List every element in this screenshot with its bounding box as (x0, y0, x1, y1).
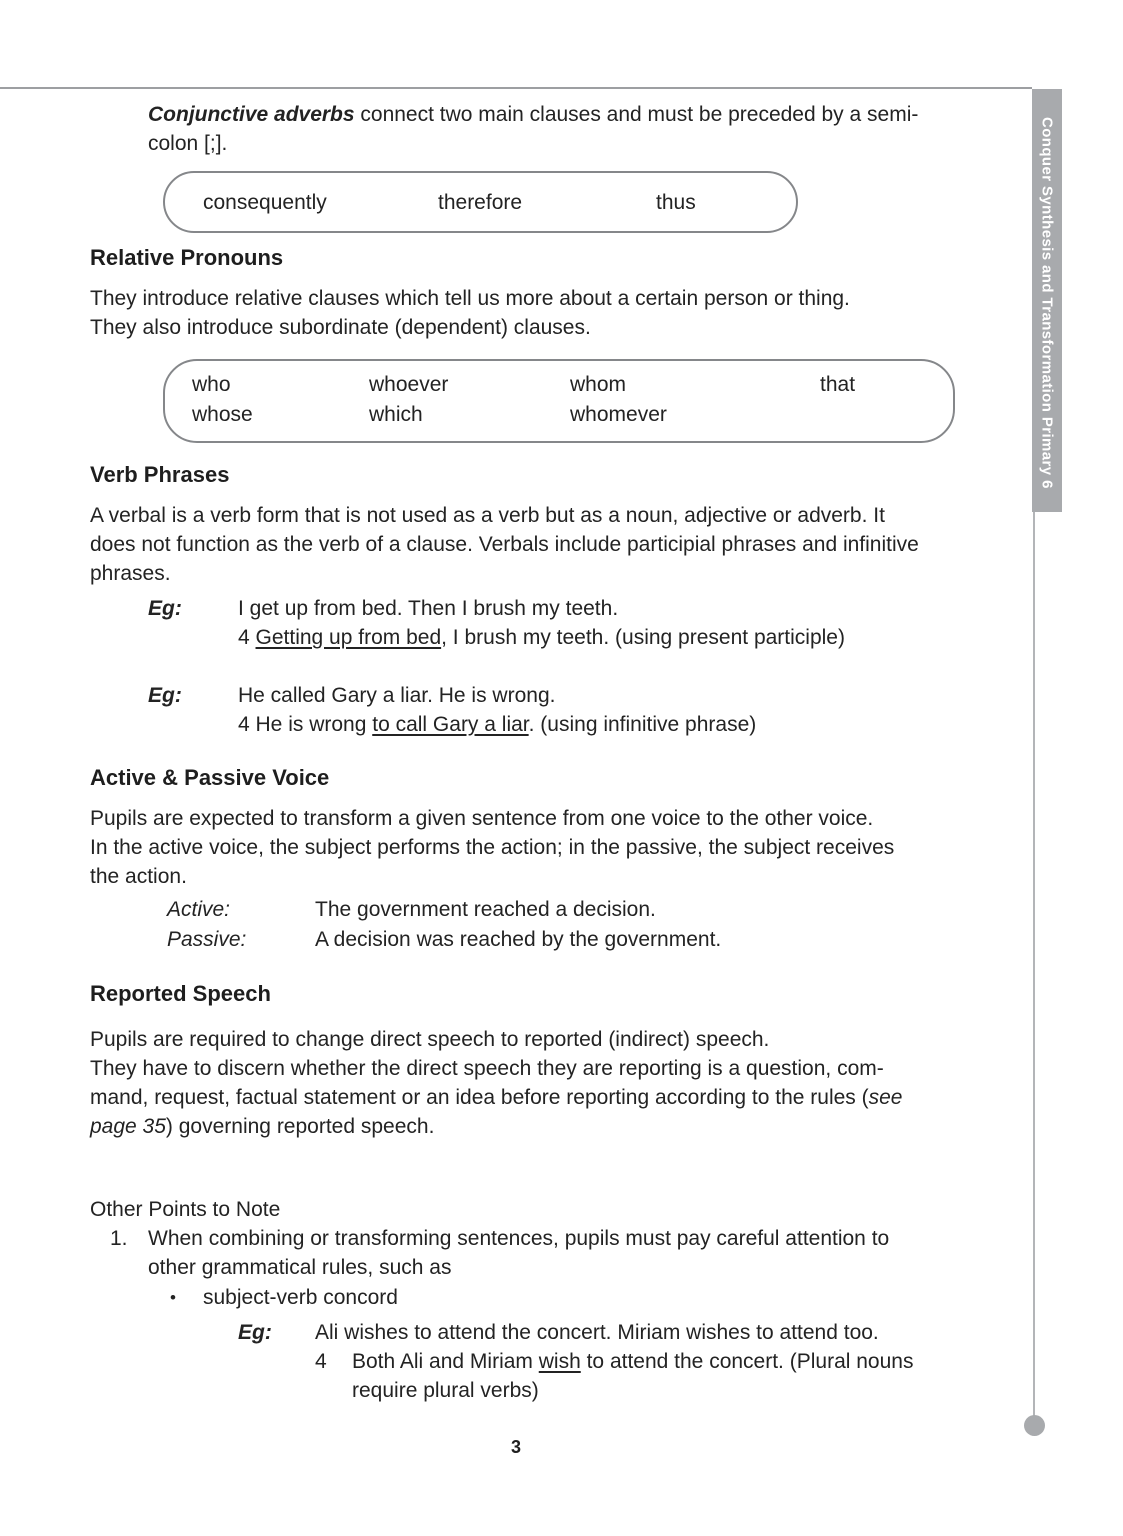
example-label: Eg: (238, 1321, 272, 1344)
example-block (238, 1318, 1006, 1405)
transformation-text: Both Ali and Miriam wish to attend the concert. (Plural nouns require plural verbs) (352, 1350, 914, 1402)
voice-row (167, 925, 1006, 955)
example-lines (315, 1318, 1006, 1405)
example-transformation (315, 1347, 1006, 1405)
box-item (820, 400, 953, 430)
bullet-item (170, 1283, 1006, 1312)
voice-label: Passive: (167, 928, 247, 951)
example-block (148, 681, 1006, 739)
box-item: that (820, 373, 856, 396)
active-passive-paragraph: Pupils are expected to transform a given sentence from one voice to the other voice. In the active voice, the subject performs the action; in the passive, the subject receives the action. (90, 807, 895, 888)
box-item: thus (656, 190, 696, 214)
box-item: therefore (438, 190, 523, 214)
box-item: which (369, 403, 423, 426)
box-item: whom (570, 373, 627, 396)
voice-examples (167, 895, 1006, 955)
active-passive-heading: Active & Passive Voice (90, 765, 330, 790)
verb-phrases-heading: Verb Phrases (90, 462, 230, 487)
example-lines: I get up from bed. Then I brush my teeth. 4 Getting up from bed, I brush my teeth. (using present participle) (238, 597, 845, 649)
content-column (90, 0, 1006, 1405)
box-row (192, 400, 953, 430)
voice-text: A decision was reached by the government. (315, 928, 722, 951)
reported-speech-paragraph: Pupils are required to change direct speech to reported (indirect) speech. They have to discern whether the direct speech they are reporting is a question, com- mand, request, factual statement or an idea before reporting according to the rules (see page 35) governing reported speech. (90, 1028, 903, 1138)
item-number: 1. (110, 1227, 128, 1250)
numbered-item (110, 1224, 1006, 1282)
box-item: who (192, 373, 231, 396)
voice-label: Active: (167, 898, 231, 921)
reported-speech-heading: Reported Speech (90, 981, 271, 1006)
example-block (148, 594, 1006, 652)
arrow-marker: 4 (315, 1350, 327, 1373)
sidebar-dot (1024, 1415, 1045, 1436)
page-number: 3 (510, 1437, 521, 1457)
bullet-label: subject-verb concord (203, 1286, 398, 1309)
sidebar-rule (1033, 512, 1035, 1416)
box-item: whoever (369, 373, 449, 396)
example-lines: He called Gary a liar. He is wrong. 4 He is wrong to call Gary a liar. (using infinitive phrase) (238, 684, 757, 736)
example-sentence: Ali wishes to attend the concert. Miriam wishes to attend too. (315, 1321, 879, 1344)
relative-pronouns-box (163, 359, 955, 443)
sidebar-tab-label: Conquer Synthesis and Transformation Primary 6 (1038, 117, 1056, 489)
voice-text: The government reached a decision. (315, 898, 656, 921)
box-item: consequently (203, 190, 327, 214)
bullet-marker: • (170, 1288, 176, 1307)
other-points-heading: Other Points to Note (90, 1198, 281, 1221)
intro-paragraph: Conjunctive adverbs connect two main clauses and must be preceded by a semi- colon [;]. (148, 103, 919, 155)
relative-pronouns-paragraph: They introduce relative clauses which tell us more about a certain person or thing. They also introduce subordinate (dependent) clauses. (90, 287, 850, 339)
box-item: whomever (570, 403, 667, 426)
voice-row (167, 895, 1006, 925)
verb-phrases-paragraph: A verbal is a verb form that is not used as a verb but as a noun, adjective or adverb. It does not function as the verb of a clause. Verbals include participial phrases and infinitive phrases. (90, 504, 919, 585)
conjunctive-adverbs-box (163, 171, 798, 233)
item-text: When combining or transforming sentences, pupils must pay careful attention to other grammatical rules, such as (148, 1227, 890, 1279)
relative-pronouns-heading: Relative Pronouns (90, 245, 284, 270)
sidebar-tab (1032, 89, 1062, 512)
example-label: Eg: (148, 684, 182, 707)
example-label: Eg: (148, 597, 182, 620)
box-row (192, 370, 953, 400)
box-item: whose (192, 403, 253, 426)
